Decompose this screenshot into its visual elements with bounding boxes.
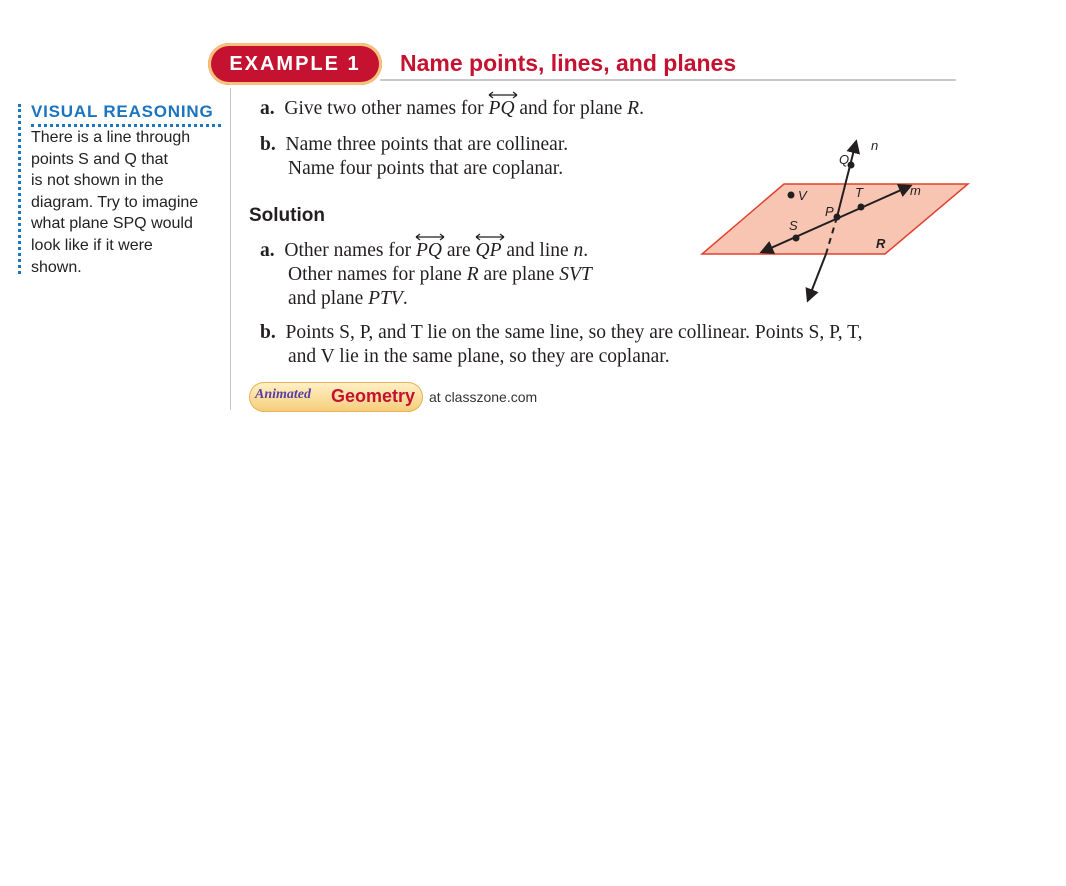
solution-a-line3: and plane PTV. — [288, 288, 408, 309]
example-title: Name points, lines, and planes — [400, 50, 737, 76]
column-divider — [230, 88, 231, 410]
solution-heading: Solution — [249, 205, 325, 226]
solution-a-line2: Other names for plane R are plane SVT — [288, 264, 592, 285]
label-t: T — [855, 185, 863, 200]
question-b-line1: b. Name three points that are collinear. — [260, 134, 569, 155]
geometry-label: Geometry — [331, 386, 416, 406]
point-t — [858, 204, 865, 211]
line-pq-symbol: PQ — [489, 98, 515, 120]
animated-geometry-badge[interactable] — [249, 382, 423, 412]
solution-b-line1: b. Points S, P, and T lie on the same line, so they are collinear. Points S, P, T, — [260, 322, 863, 343]
solution-b-label: b. — [260, 322, 276, 343]
label-s: S — [789, 218, 798, 233]
question-a: a. Give two other names for PQ and for plane R. — [260, 98, 644, 120]
line-pq-symbol: PQ — [416, 240, 442, 262]
label-v: V — [798, 188, 807, 203]
solution-b-line2: and V lie in the same plane, so they are coplanar. — [288, 346, 670, 367]
sidebar-line: is not shown in the — [31, 172, 164, 190]
sidebar-line: shown. — [31, 258, 82, 276]
solution-a-line1: a. Other names for PQ are QP and line n. — [260, 240, 588, 262]
question-a-text2: and for plane — [514, 98, 628, 119]
sidebar-line: diagram. Try to imagine — [31, 193, 199, 211]
label-plane-r: R — [876, 236, 886, 251]
sidebar-line: look like if it were — [31, 236, 153, 254]
header-divider — [380, 79, 956, 81]
animated-label: Animated — [255, 387, 312, 402]
question-b-label: b. — [260, 134, 276, 155]
example-label: EXAMPLE 1 — [212, 47, 378, 81]
label-q: Q — [839, 152, 850, 167]
example-badge — [208, 43, 382, 85]
label-p: P — [825, 204, 834, 219]
line-qp-symbol: QP — [476, 240, 502, 262]
label-m: m — [910, 183, 921, 198]
point-v — [788, 192, 795, 199]
question-b-line2: Name four points that are coplanar. — [288, 158, 564, 179]
sidebar-text — [31, 127, 227, 278]
plane-diagram — [700, 134, 970, 306]
plane-r-label: R — [627, 98, 640, 119]
label-n: n — [871, 138, 879, 153]
sidebar-line: what plane SPQ would — [31, 215, 193, 233]
sidebar-line: There is a line through — [31, 129, 191, 146]
point-p — [834, 214, 841, 221]
question-a-label: a. — [260, 98, 275, 119]
point-s — [793, 235, 800, 242]
classzone-link[interactable]: at classzone.com — [429, 389, 538, 405]
question-a-text: Give two other names for — [284, 98, 489, 119]
sidebar-line: points S and Q that — [31, 150, 168, 168]
sidebar-dotted-border — [18, 104, 21, 274]
solution-a-label: a. — [260, 240, 275, 261]
sidebar-title: VISUAL REASONING — [31, 102, 214, 121]
line-n-lower — [808, 254, 826, 300]
